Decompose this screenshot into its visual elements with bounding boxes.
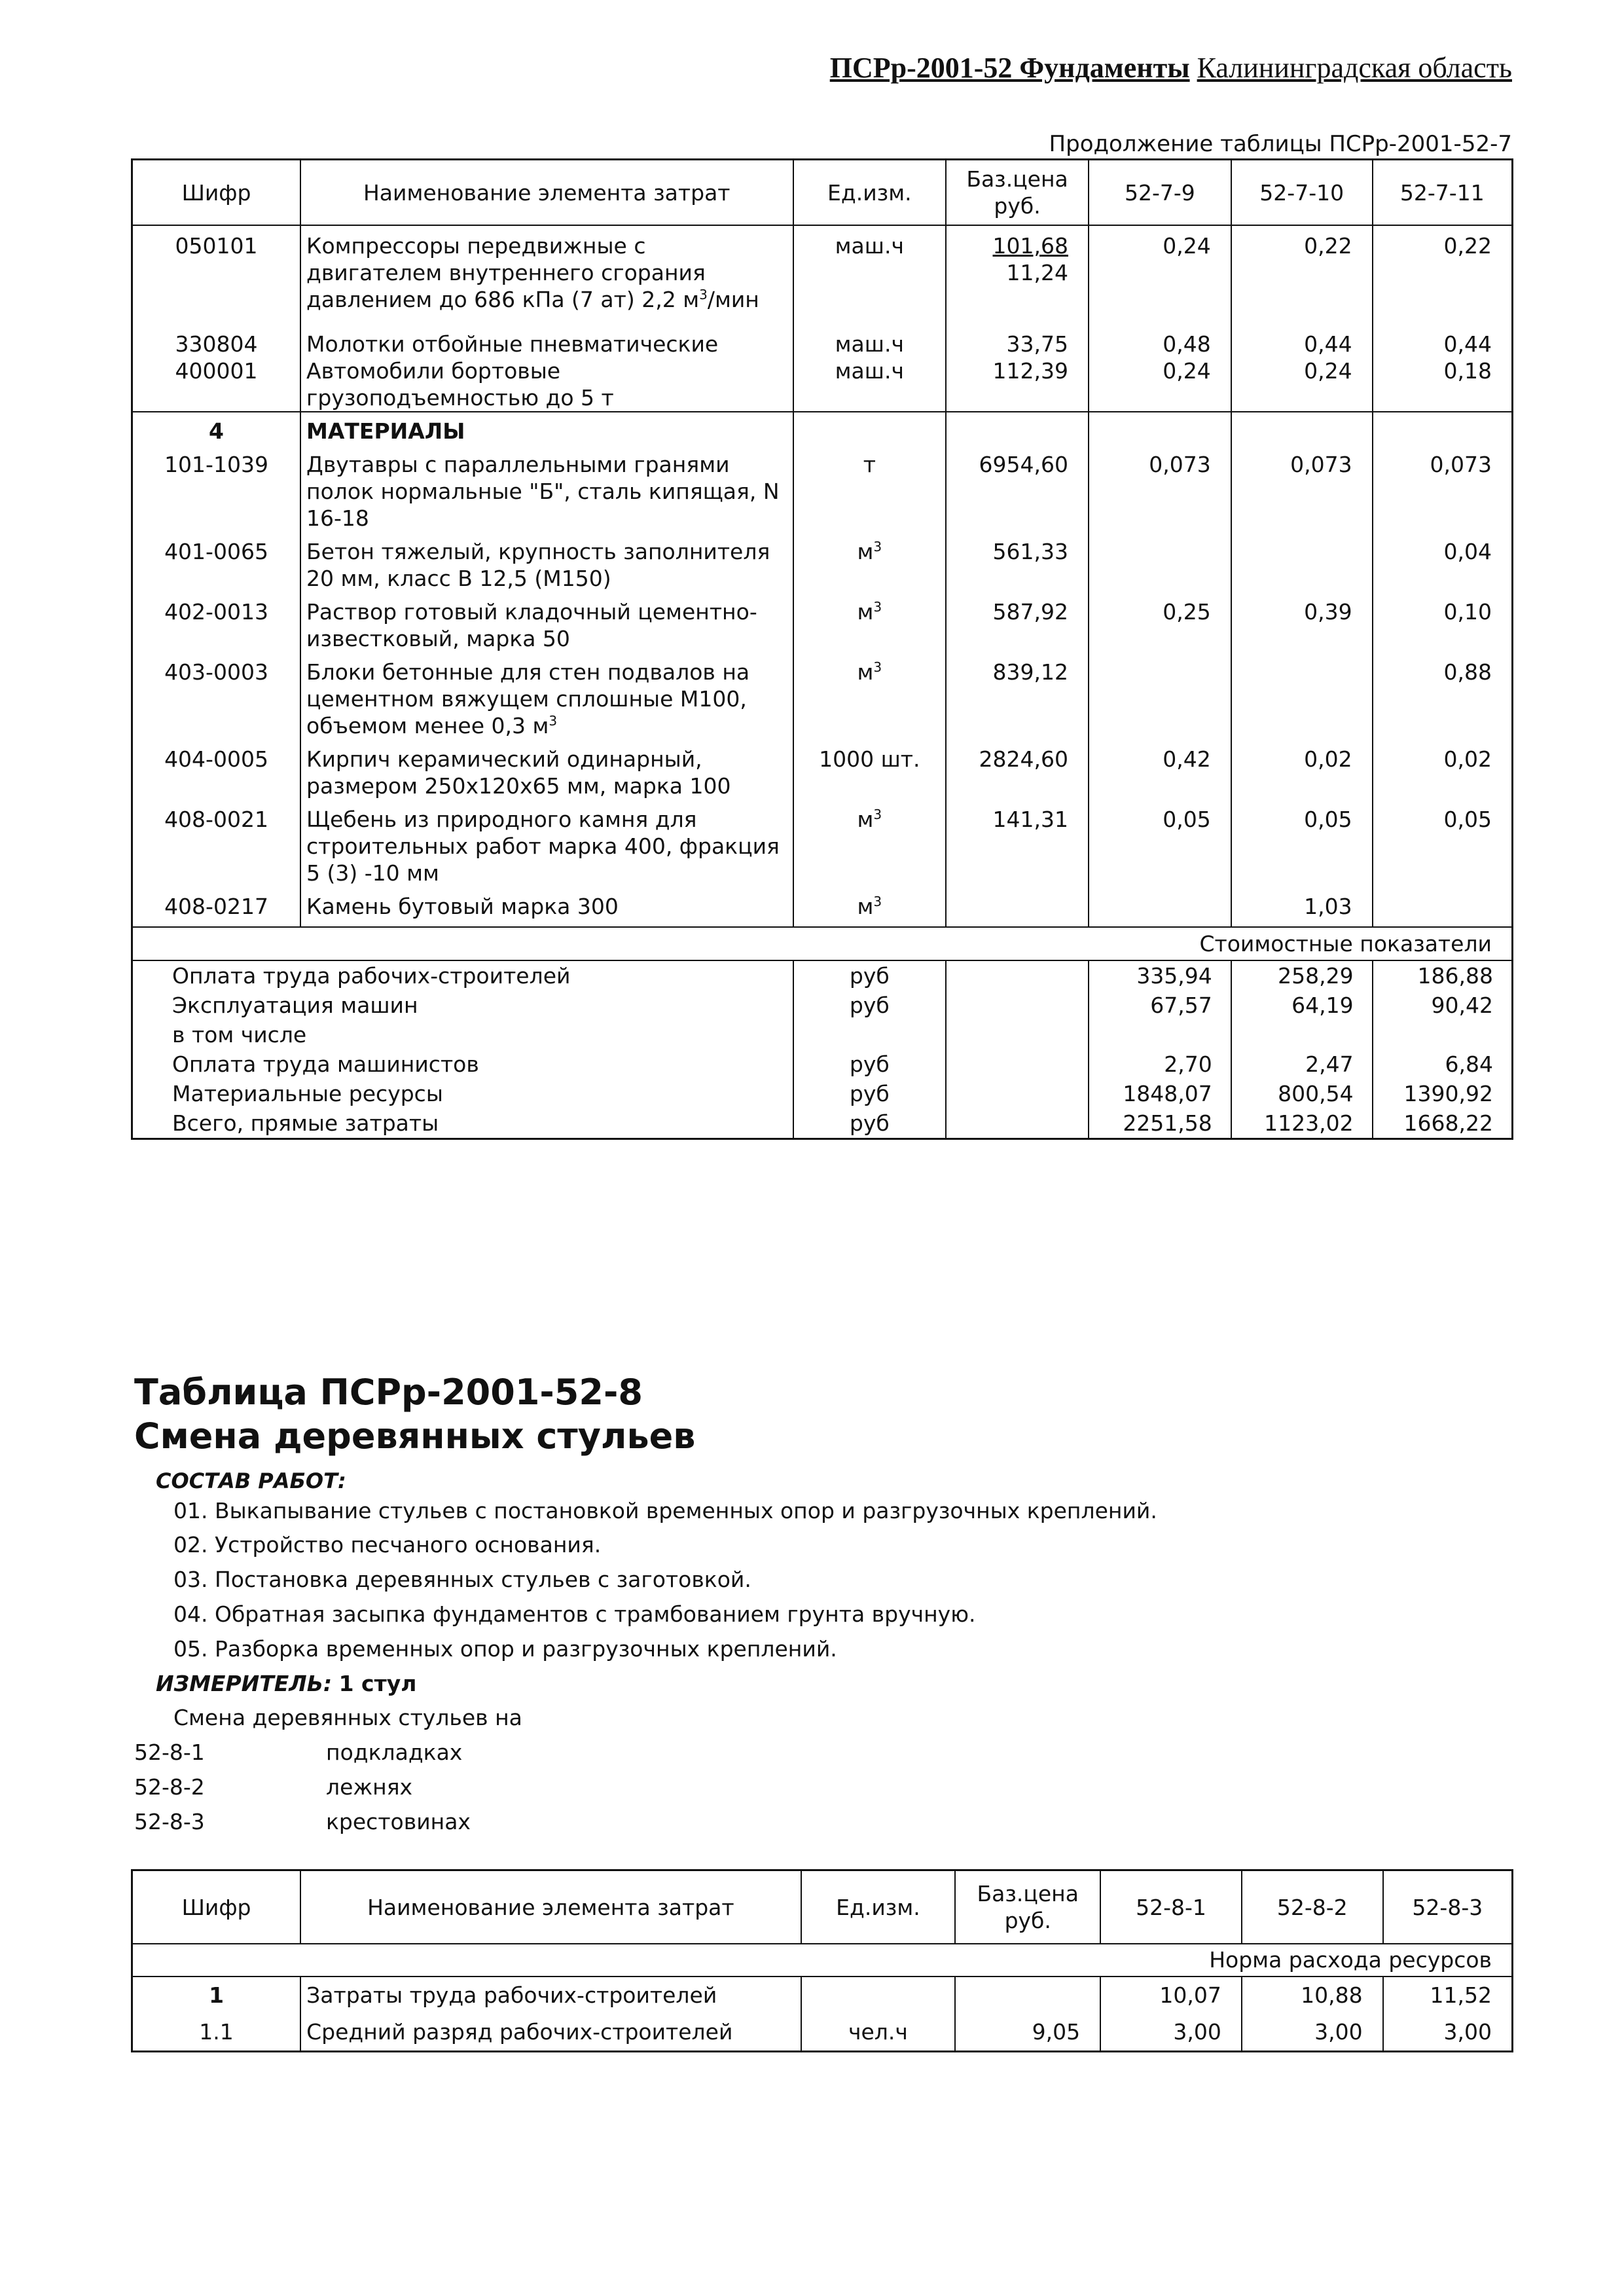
col-header-v3: 52-8-3 [1383,1870,1513,1944]
resource-table-52-7 [131,158,1513,1140]
cell-price [955,1977,1100,2014]
cell-code: 1.1 [199,2019,234,2045]
meter-value: 1 стул [338,1671,417,1696]
table-row [132,445,1513,532]
section-code: 4 [132,412,301,445]
section-row-materials [132,412,1513,445]
cell-v2: 0,05 [1231,799,1373,886]
cost-row [132,1020,1513,1049]
cell-v3: 0,05 [1373,799,1513,886]
col-header-name: Наименование элемента затрат [300,1870,801,1944]
col-header-code: Шифр [132,160,301,226]
cell-name: Автомобили бортовые грузоподъемностью до 5 т [300,357,793,412]
cell-code: 408-0217 [164,894,268,919]
price-current: 101,68 [992,233,1068,259]
col-header-v1: 52-7-9 [1089,160,1231,226]
cell-unit: маш.ч [793,357,947,412]
cost-label-row [132,927,1513,960]
cell-v2: 0,39 [1231,592,1373,652]
cell-unit: $м^3$ [793,652,947,739]
cost-name: в том числе [172,1022,307,1048]
cell-price: 587,92 [946,592,1089,652]
cell-code: 101-1039 [164,452,268,477]
cell-code: 1 [209,1982,225,2008]
cost-name: Материальные ресурсы [172,1081,443,1106]
cost-v3: 6,84 [1373,1049,1513,1079]
cell-v2: 0,073 [1231,445,1373,532]
cell-v1 [1089,532,1231,592]
cell-v3: 0,073 [1373,445,1513,532]
cost-name: Оплата труда машинистов [172,1051,479,1077]
cell-v1: 0,24 [1089,225,1231,324]
cost-v2 [1231,1020,1373,1049]
cell-v1: 3,00 [1100,2014,1242,2052]
work-item: 03. Постановка деревянных стульев с заготовкой. [173,1567,751,1592]
col-header-unit: Ед.изм. [793,160,947,226]
cost-v2: 64,19 [1231,991,1373,1020]
cell-code: 401-0065 [164,539,268,564]
cost-unit: руб [793,991,947,1020]
cell-unit: $м^3$ [793,886,947,927]
cost-row [132,1108,1513,1139]
cell-code: 050101 [175,233,258,259]
cost-v3 [1373,1020,1513,1049]
cell-code: 404-0005 [164,746,268,772]
cell-v3: 0,02 [1373,739,1513,799]
table-row [132,2014,1513,2052]
cell-unit: $м^3$ [793,532,947,592]
cost-name: Оплата труда рабочих-строителей [132,960,793,991]
work-item: 02. Устройство песчаного основания. [173,1532,602,1558]
cost-v3: 186,88 [1373,960,1513,991]
cell-name: Раствор готовый кладочный цементно-известковый, марка 50 [300,592,793,652]
page-header [753,51,1512,84]
cell-v3: 0,22 [1373,225,1513,324]
col-header-v1: 52-8-1 [1100,1870,1242,1944]
cost-name: Всего, прямые затраты [172,1110,439,1136]
table2-subtitle: Смена деревянных стульев [134,1415,696,1457]
variant-name: крестовинах [326,1809,471,1834]
table-header-row [132,160,1513,226]
norm-label: Норма расхода ресурсов [132,1944,1513,1977]
cell-name: Затраты труда рабочих-строителей [300,1977,801,2014]
cost-name: Эксплуатация машин [172,993,418,1018]
cost-row [132,960,1513,991]
cell-unit: маш.ч [793,324,947,357]
cell-v2 [1231,532,1373,592]
cell-unit [801,1977,956,2014]
cell-v2: 0,22 [1231,225,1373,324]
cell-v2: 0,02 [1231,739,1373,799]
region: Калининградская область [1197,52,1512,84]
cost-v1: 67,57 [1089,991,1231,1020]
cell-v2: 0,24 [1231,357,1373,412]
work-item: 05. Разборка временных опор и разгрузочных креплений. [173,1636,837,1662]
cost-v3: 90,42 [1373,991,1513,1020]
work-item: 04. Обратная засыпка фундаментов с трамбованием грунта вручную. [173,1601,976,1627]
cost-row [132,1079,1513,1108]
cell-v3: 0,44 [1373,324,1513,357]
work-heading: СОСТАВ РАБОТ: [156,1468,346,1493]
cell-v3: 0,04 [1373,532,1513,592]
table-row [132,592,1513,652]
cell-name: Щебень из природного камня для строительных работ марка 400, фракция 5 (3) -10 мм [300,799,793,886]
cell-code: 402-0013 [164,599,268,625]
table-row [132,652,1513,739]
cell-price: 2824,60 [946,739,1089,799]
cell-name: Бетон тяжелый, крупность заполнителя 20 мм, класс В 12,5 (М150) [300,532,793,592]
cell-v2: 10,88 [1242,1977,1383,2014]
cell-price [946,886,1089,927]
cell-code: 403-0003 [164,659,268,685]
cell-name: Молотки отбойные пневматические [300,324,793,357]
cell-v1: 10,07 [1100,1977,1242,2014]
cost-v2: 2,47 [1231,1049,1373,1079]
meter-desc: Смена деревянных стульев на [173,1705,522,1730]
variant-name: лежнях [326,1774,413,1800]
cost-v3: 1390,92 [1373,1079,1513,1108]
cell-v1: 0,25 [1089,592,1231,652]
cell-v1: 0,48 [1089,324,1231,357]
cell-unit: маш.ч [793,225,947,324]
meter-line [156,1671,416,1696]
cell-price: 9,05 [955,2014,1100,2052]
cell-price: 6954,60 [946,445,1089,532]
cell-v2: 1,03 [1231,886,1373,927]
resource-table-52-8 [131,1869,1513,2052]
table2-title: Таблица ПСРр-2001-52-8 [134,1372,643,1413]
cost-row [132,991,1513,1020]
variant-code: 52-8-3 [134,1809,205,1834]
cell-name: Компрессоры передвижные с двигателем внутреннего сгорания давлением до 686 кПа (7 ат) 2,2 $м^3$/мин [300,225,793,324]
cell-v2 [1231,652,1373,739]
cost-unit: руб [793,1049,947,1079]
cell-name: Блоки бетонные для стен подвалов на цементном вяжущем сплошные М100, объемом менее 0,3 $м^3$ [300,652,793,739]
cell-code: 330804 [175,331,258,357]
cell-v1: 0,42 [1089,739,1231,799]
cell-price: 561,33 [946,532,1089,592]
cell-price: 112,39 [946,357,1089,412]
cell-unit: $м^3$ [793,799,947,886]
cell-unit: чел.ч [801,2014,956,2052]
table-continuation-label: Продолжение таблицы ПСРр-2001-52-7 [1049,131,1512,157]
cost-unit: руб [793,960,947,991]
cell-price: 33,75 [946,324,1089,357]
variant-code: 52-8-2 [134,1774,205,1800]
cell-unit: т [793,445,947,532]
cell-name: Средний разряд рабочих-строителей [300,2014,801,2052]
cell-name: Камень бутовый марка 300 [300,886,793,927]
cell-name: Двутавры с параллельными гранями полок нормальные "Б", сталь кипящая, N 16-18 [300,445,793,532]
cost-v2: 1123,02 [1231,1108,1373,1139]
table-row [132,1977,1513,2014]
section-name: МАТЕРИАЛЫ [300,412,793,445]
cost-label: Стоимостные показатели [132,927,1513,960]
col-header-price: Баз.цена руб. [955,1870,1100,1944]
cost-unit [793,1020,947,1049]
cell-v2: 3,00 [1242,2014,1383,2052]
meter-label: ИЗМЕРИТЕЛЬ: [156,1671,333,1696]
cell-v3: 11,52 [1383,1977,1513,2014]
cell-v3: 0,10 [1373,592,1513,652]
cell-v1 [1089,886,1231,927]
cost-v1: 2,70 [1089,1049,1231,1079]
cost-v1: 2251,58 [1089,1108,1231,1139]
table-row [132,739,1513,799]
norm-label-row [132,1944,1513,1977]
cost-v1 [1089,1020,1231,1049]
cost-unit: руб [793,1108,947,1139]
cell-v3: 0,88 [1373,652,1513,739]
table-row [132,532,1513,592]
col-header-price: Баз.цена руб. [946,160,1089,226]
cost-v1: 335,94 [1089,960,1231,991]
cell-unit: $м^3$ [793,592,947,652]
col-header-v2: 52-8-2 [1242,1870,1383,1944]
cost-unit: руб [793,1079,947,1108]
table-row [132,324,1513,357]
doc-code: ПСРр-2001-52 Фундаменты [829,52,1190,84]
col-header-v3: 52-7-11 [1373,160,1513,226]
cell-v1 [1089,652,1231,739]
work-item: 01. Выкапывание стульев с постановкой временных опор и разгрузочных креплений. [173,1498,1157,1523]
cell-v3: 0,18 [1373,357,1513,412]
col-header-name: Наименование элемента затрат [300,160,793,226]
col-header-unit: Ед.изм. [801,1870,956,1944]
cell-v3 [1373,886,1513,927]
cost-v1: 1848,07 [1089,1079,1231,1108]
table-row [132,225,1513,324]
col-header-v2: 52-7-10 [1231,160,1373,226]
cell-v2: 0,44 [1231,324,1373,357]
cell-price: 839,12 [946,652,1089,739]
cell-v1: 0,073 [1089,445,1231,532]
table-row [132,799,1513,886]
cost-v2: 258,29 [1231,960,1373,991]
cell-price: 141,31 [946,799,1089,886]
cell-v1: 0,05 [1089,799,1231,886]
cost-row [132,1049,1513,1079]
cell-code: 408-0021 [164,807,268,832]
cell-name: Кирпич керамический одинарный, размером 250x120x65 мм, марка 100 [300,739,793,799]
variant-name: подкладках [326,1740,463,1765]
cell-code: 400001 [175,358,258,384]
cell-price [946,225,1089,324]
cell-v3: 3,00 [1383,2014,1513,2052]
table-row [132,886,1513,927]
cell-unit: 1000 шт. [793,739,947,799]
cell-v1: 0,24 [1089,357,1231,412]
col-header-code: Шифр [132,1870,301,1944]
cost-v2: 800,54 [1231,1079,1373,1108]
cost-v3: 1668,22 [1373,1108,1513,1139]
variant-code: 52-8-1 [134,1740,205,1765]
price-labor: 11,24 [1006,260,1068,285]
table-row [132,357,1513,412]
table-header-row [132,1870,1513,1944]
